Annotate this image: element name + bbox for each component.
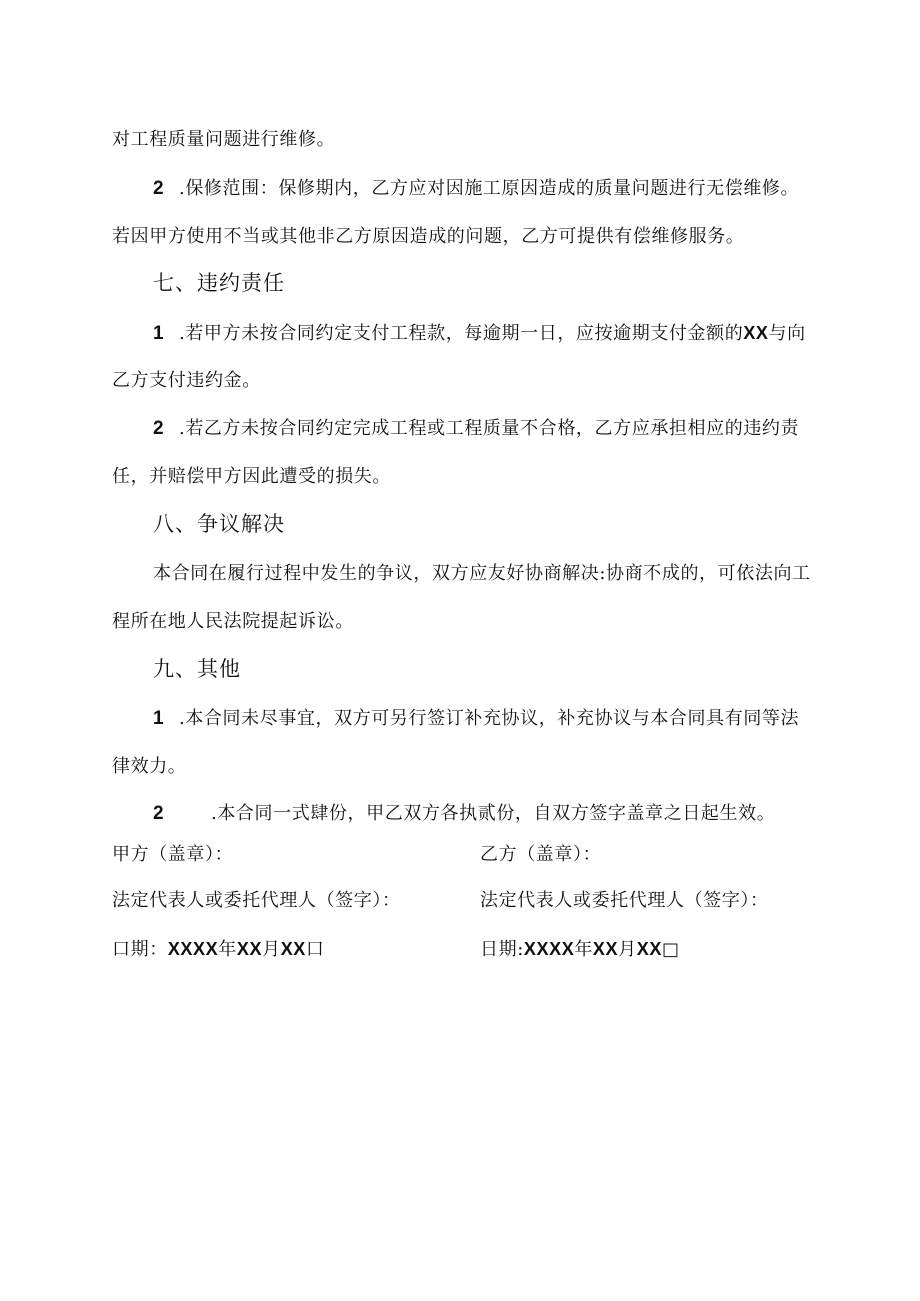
date-month: XX xyxy=(592,939,619,959)
text: 与向 xyxy=(768,323,806,344)
text: 程所在地人民法院提起诉讼。 xyxy=(112,611,354,632)
item-number: 2 xyxy=(153,418,165,439)
item-number: 1 xyxy=(153,708,165,729)
item-number: 2 xyxy=(153,178,165,199)
date-day-unit: □ xyxy=(661,939,680,960)
paragraph-line xyxy=(112,225,744,249)
text: 本合同在履行过程中发生的争议，双方应友好协商解决:协商不成的，可依法向工 xyxy=(153,563,811,584)
section-heading-8: 八、争议解决 xyxy=(153,512,285,536)
paragraph-line xyxy=(112,369,261,393)
party-a-representative-label: 法定代表人或委托代理人（签字）： xyxy=(112,890,401,911)
text: 对工程质量问题进行维修。 xyxy=(112,129,336,150)
date-label: 口期： xyxy=(112,939,168,960)
list-item-warranty-scope xyxy=(153,177,799,201)
date-year: XXXX xyxy=(523,939,575,959)
date-month-unit: 月 xyxy=(618,939,637,960)
date-year: XXXX xyxy=(167,939,219,959)
paragraph-line xyxy=(112,465,391,489)
paragraph-line xyxy=(112,128,335,152)
date-month-unit: 月 xyxy=(262,939,281,960)
text: .本合同一式肆份，甲乙双方各执贰份，自双方签字盖章之日起生效。 xyxy=(211,803,776,824)
text: .本合同未尽事宜，双方可另行签订补充协议，补充协议与本合同具有同等法 xyxy=(179,708,800,729)
list-item-supplementary xyxy=(153,707,799,731)
section-heading-7: 七、违约责任 xyxy=(153,271,285,295)
date-month: XX xyxy=(236,939,263,959)
paragraph-line xyxy=(153,562,811,586)
text: 任，并赔偿甲方因此遭受的损失。 xyxy=(112,466,391,487)
text: 律效力。 xyxy=(112,756,187,777)
text: .若乙方未按合同约定完成工程或工程质量不合格，乙方应承担相应的违约责 xyxy=(179,418,800,439)
party-a-date xyxy=(112,937,325,962)
date-label: 日期: xyxy=(480,939,524,960)
text: 若因甲方使用不当或其他非乙方原因造成的问题，乙方可提供有偿维修服务。 xyxy=(112,226,745,247)
list-item-breach-party-a xyxy=(153,321,806,346)
item-number: 2 xyxy=(153,803,165,824)
date-year-unit: 年 xyxy=(574,939,593,960)
paragraph-line xyxy=(112,755,186,779)
date-year-unit: 年 xyxy=(218,939,237,960)
paragraph-line xyxy=(112,610,354,634)
party-a-seal-label: 甲方（盖章）： xyxy=(112,844,234,865)
party-b-representative-label: 法定代表人或委托代理人（签字）： xyxy=(480,890,769,911)
list-item-copies xyxy=(153,802,775,826)
placeholder-value: XX xyxy=(743,323,769,343)
text: 乙方支付违约金。 xyxy=(112,370,261,391)
item-number: 1 xyxy=(153,323,165,344)
text: .若甲方未按合同约定支付工程款，每逾期一日，应按逾期支付金额的 xyxy=(179,323,744,344)
date-day: XX xyxy=(280,939,306,959)
section-heading-9: 九、其他 xyxy=(153,657,241,681)
party-b-date xyxy=(480,937,680,962)
date-day-unit: 口 xyxy=(305,939,325,960)
date-day: XX xyxy=(636,939,662,959)
text: .保修范围：保修期内，乙方应对因施工原因造成的质量问题进行无偿维修。 xyxy=(179,178,800,199)
party-b-seal-label: 乙方（盖章）： xyxy=(480,844,602,865)
list-item-breach-party-b xyxy=(153,417,799,441)
